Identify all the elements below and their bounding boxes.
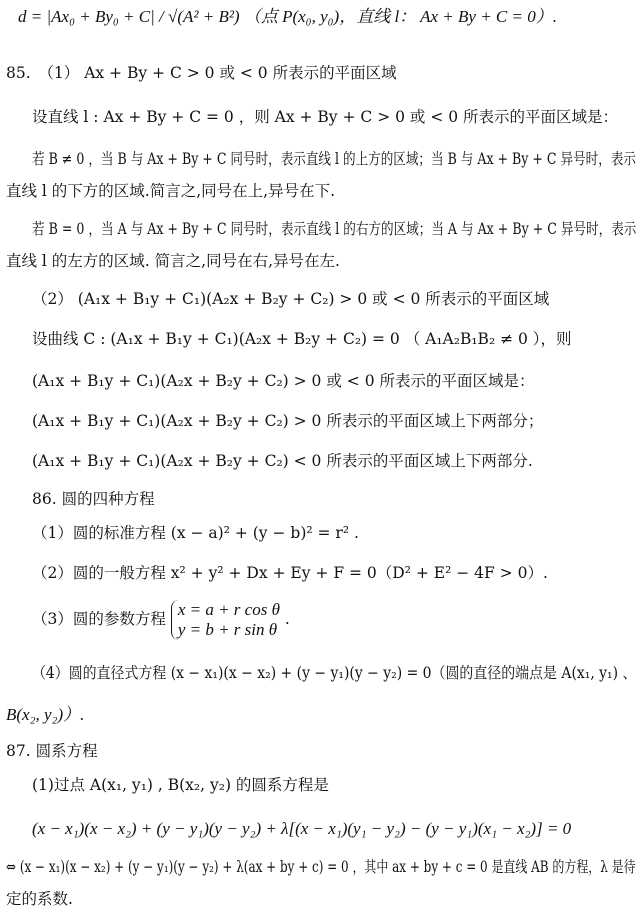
paragraph-line: [32, 774, 329, 796]
formula-line: [32, 818, 571, 840]
distance-formula-line: [18, 6, 557, 28]
formula-line: [32, 410, 543, 432]
paragraph-text: (1)过点 A(x₁, y₁) , B(x₂, y₂) 的圆系方程是: [32, 776, 329, 794]
paragraph-line: [32, 328, 572, 350]
formula-text: （1）圆的标准方程 (x − a)² + (y − b)² = r² .: [32, 524, 359, 542]
formula-line: [32, 450, 533, 472]
formula-text: (A₁x + B₁y + C₁)(A₂x + B₂y + C₂) < 0 所表示的平面区域上下两部分.: [32, 452, 533, 470]
section-86-heading-text: 86. 圆的四种方程: [32, 490, 155, 508]
subsection-heading: [32, 288, 549, 310]
paragraph-line: [6, 180, 335, 202]
paragraph-line: [6, 250, 340, 272]
parametric-system: [171, 600, 280, 640]
paragraph-line: [6, 888, 73, 910]
formula-line: [6, 856, 636, 878]
paragraph-text: 定的系数.: [6, 890, 73, 908]
parametric-label: （3）圆的参数方程: [32, 610, 166, 628]
formula-line: [32, 522, 359, 544]
paragraph-text: 若 B = 0 ，当 A 与 Ax + By + C 同号时，表示直线 l 的右方的区域；当 A 与 Ax + By + C 异号时，表示: [32, 220, 637, 238]
subsection-heading-text: （2） (A₁x + B₁y + C₁)(A₂x + B₂y + C₂) > 0 或 < 0 所表示的平面区域: [32, 290, 550, 308]
formula-text: （2）圆的一般方程 x² + y² + Dx + Ey + F = 0（D² + E² − 4F > 0）.: [32, 564, 548, 582]
formula-text: (A₁x + B₁y + C₁)(A₂x + B₂y + C₂) > 0 所表示的平面区域上下两部分；: [32, 412, 544, 430]
paragraph-text: 直线 l 的下方的区域.简言之,同号在上,异号在下.: [6, 182, 336, 200]
formula-line: [32, 370, 534, 392]
formula-text: B(x₂, y₂)）.: [6, 705, 85, 724]
section-85-heading: [6, 62, 397, 84]
paragraph-text: 设直线 l : Ax + By + C = 0 ，则 Ax + By + C > 0 或 < 0 所表示的平面区域是：: [32, 108, 619, 126]
parametric-y: y = b + r sin θ: [177, 620, 278, 639]
formula-text: ⇔ (x − x₁)(x − x₂) + (y − y₁)(y − y₂) + λ(ax + by + c) = 0 ，其中 ax + by + c = 0 是直线 AB 的方程，λ 是待: [6, 858, 636, 876]
paragraph-text: 直线 l 的左方的区域. 简言之,同号在右,异号在左.: [6, 252, 340, 270]
distance-formula-text: d = |Ax₀ + By₀ + C| / √(A² + B²) （点 P(x₀, y₀)，直线 l： Ax + By + C = 0）.: [18, 7, 557, 26]
section-86-heading: [32, 488, 155, 510]
formula-text: （4）圆的直径式方程 (x − x₁)(x − x₂) + (y − y₁)(y − y₂) = 0（圆的直径的端点是 A(x₁, y₁) 、: [32, 664, 637, 682]
paragraph-text: 若 B ≠ 0 ，当 B 与 Ax + By + C 同号时，表示直线 l 的上方的区域；当 B 与 Ax + By + C 异号时，表示: [32, 150, 636, 168]
section-85-heading-text: 85. （1） Ax + By + C > 0 或 < 0 所表示的平面区域: [6, 64, 397, 82]
parametric-x: x = a + r cos θ: [177, 600, 280, 619]
formula-line: [6, 704, 84, 726]
parametric-equation-line: [32, 600, 290, 640]
paragraph-line: [32, 106, 618, 128]
paragraph-line: [32, 218, 636, 240]
formula-line: [32, 562, 548, 584]
parametric-period: .: [284, 610, 290, 628]
paragraph-text: 设曲线 C : (A₁x + B₁y + C₁)(A₂x + B₂y + C₂) = 0 （ A₁A₂B₁B₂ ≠ 0 ），则: [32, 330, 572, 348]
formula-line: [32, 662, 636, 684]
section-87-heading-text: 87. 圆系方程: [6, 742, 98, 760]
paragraph-line: [32, 148, 636, 170]
formula-text: (x − x₁)(x − x₂) + (y − y₁)(y − y₂) + λ[(x − x₁)(y₁ − y₂) − (y − y₁)(x₁ − x₂)] = 0: [32, 819, 572, 838]
section-87-heading: [6, 740, 98, 762]
formula-text: (A₁x + B₁y + C₁)(A₂x + B₂y + C₂) > 0 或 < 0 所表示的平面区域是：: [32, 372, 535, 390]
